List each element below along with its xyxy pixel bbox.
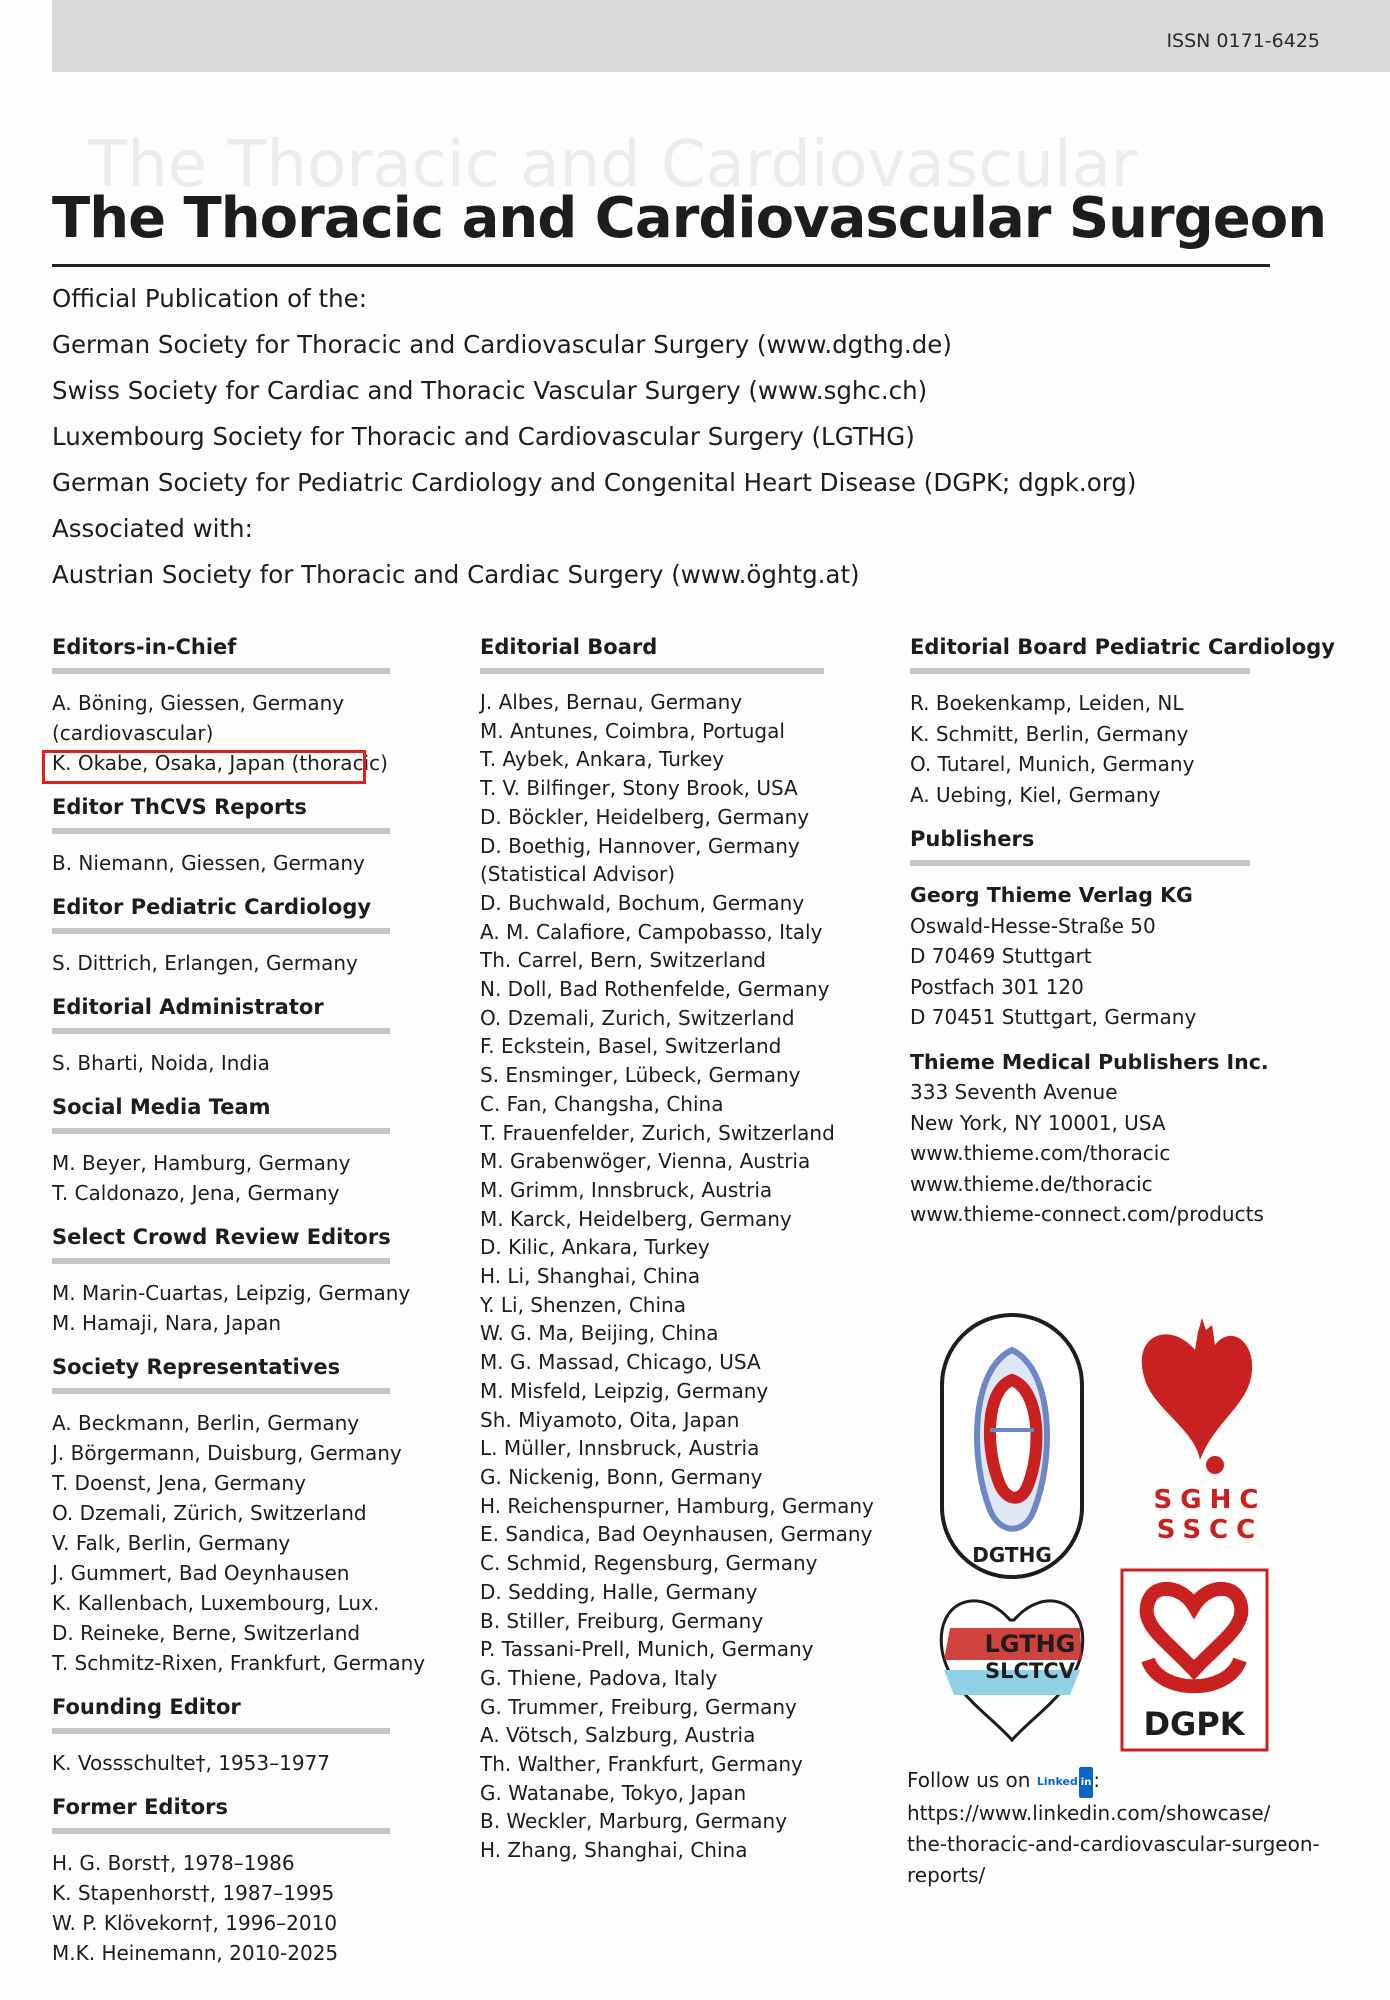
person-entry: B. Stiller, Freiburg, Germany xyxy=(480,1608,764,1633)
society-logos xyxy=(930,1310,1280,1760)
person-entry: M. Grabenwöger, Vienna, Austria xyxy=(480,1149,811,1174)
person-entry: B. Weckler, Marburg, Germany xyxy=(480,1809,788,1834)
affiliation-line: German Society for Pediatric Cardiology and Congenital Heart Disease (DGPK; dgpk.org) xyxy=(52,468,1137,497)
publisher-name: Georg Thieme Verlag KG xyxy=(910,883,1193,907)
section-rule xyxy=(52,1388,390,1394)
section-heading: Publishers xyxy=(910,827,1035,851)
person-entry: T. V. Bilfinger, Stony Brook, USA xyxy=(480,776,798,801)
slctcv-text: SLCTCV xyxy=(985,1659,1075,1683)
person-entry: S. Ensminger, Lübeck, Germany xyxy=(480,1063,801,1088)
section-rule xyxy=(52,1258,390,1264)
affiliation-line: Official Publication of the: xyxy=(52,284,367,313)
section-heading: Editor ThCVS Reports xyxy=(52,795,307,819)
person-entry: K. Okabe, Osaka, Japan (thoracic) xyxy=(52,751,388,775)
lgthg-logo xyxy=(941,1601,1082,1740)
person-entry: T. Frauenfelder, Zurich, Switzerland xyxy=(480,1120,835,1145)
person-entry: H. G. Borst†, 1978–1986 xyxy=(52,1851,295,1875)
issn: ISSN 0171-6425 xyxy=(1166,30,1320,52)
person-entry: (cardiovascular) xyxy=(52,721,214,745)
person-entry: N. Doll, Bad Rothenfelde, Germany xyxy=(480,977,830,1002)
board-member: K. Schmitt, Berlin, Germany xyxy=(910,721,1189,746)
person-entry: T. Schmitz-Rixen, Frankfurt, Germany xyxy=(52,1651,426,1675)
linkedin-url[interactable]: https://www.linkedin.com/showcase/ xyxy=(907,1800,1271,1825)
board-member: R. Boekenkamp, Leiden, NL xyxy=(910,691,1184,715)
section-heading: Society Representatives xyxy=(52,1355,341,1379)
person-entry: A. Böning, Giessen, Germany xyxy=(52,691,345,715)
ghost-title: The Thoracic and Cardiovascular xyxy=(88,128,1138,202)
linkedin-url[interactable]: reports/ xyxy=(907,1862,986,1887)
person-entry: D. Boethig, Hannover, Germany xyxy=(480,833,800,858)
person-entry: F. Eckstein, Basel, Switzerland xyxy=(480,1034,782,1059)
person-entry: K. Vossschulte†, 1953–1977 xyxy=(52,1751,331,1775)
person-entry: K. Stapenhorst†, 1987–1995 xyxy=(52,1881,335,1905)
person-entry: J. Albes, Bernau, Germany xyxy=(480,690,743,714)
sghc-text: SGHC xyxy=(1153,1485,1267,1515)
person-entry: S. Dittrich, Erlangen, Germany xyxy=(52,951,358,975)
person-entry: W. G. Ma, Beijing, China xyxy=(480,1321,719,1346)
follow-us xyxy=(907,1765,1327,1891)
affiliation-line: Swiss Society for Cardiac and Thoracic Vascular Surgery (www.sghc.ch) xyxy=(52,376,928,405)
highlight-box xyxy=(42,750,366,784)
section-rule xyxy=(52,928,390,934)
person-entry: L. Müller, Innsbruck, Austria xyxy=(480,1436,760,1461)
person-entry: M. Misfeld, Leipzig, Germany xyxy=(480,1378,769,1403)
person-entry: A. Beckmann, Berlin, Germany xyxy=(52,1411,360,1435)
person-entry: S. Bharti, Noida, India xyxy=(52,1051,270,1075)
person-entry: M. Marin-Cuartas, Leipzig, Germany xyxy=(52,1281,411,1305)
person-entry: T. Caldonazo, Jena, Germany xyxy=(52,1181,340,1205)
sghc-logo xyxy=(1142,1318,1267,1545)
board-member: A. Uebing, Kiel, Germany xyxy=(910,782,1161,807)
person-entry: Y. Li, Shenzen, China xyxy=(480,1292,686,1317)
journal-title: The Thoracic and Cardiovascular Surgeon xyxy=(52,186,1327,251)
section-rule xyxy=(910,860,1250,866)
board-member: O. Tutarel, Munich, Germany xyxy=(910,752,1195,776)
section-rule xyxy=(52,1128,390,1134)
affiliation-line: Luxembourg Society for Thoracic and Cardiovascular Surgery (LGTHG) xyxy=(52,422,915,451)
address-line: 333 Seventh Avenue xyxy=(910,1080,1118,1104)
publisher-name: Thieme Medical Publishers Inc. xyxy=(910,1049,1269,1074)
person-entry: T. Doenst, Jena, Germany xyxy=(52,1471,306,1495)
person-entry: C. Fan, Changsha, China xyxy=(480,1091,724,1116)
person-entry: B. Niemann, Giessen, Germany xyxy=(52,851,365,875)
person-entry: J. Gummert, Bad Oeynhausen xyxy=(52,1561,350,1585)
linkedin-url[interactable]: the-thoracic-and-cardiovascular-surgeon- xyxy=(907,1831,1320,1856)
sscc-text: SSCC xyxy=(1156,1515,1264,1545)
person-entry: A. M. Calafiore, Campobasso, Italy xyxy=(480,919,823,944)
person-entry: M.K. Heinemann, 2010-2025 xyxy=(52,1941,339,1965)
section-heading: Select Crowd Review Editors xyxy=(52,1225,391,1249)
column-publishers xyxy=(910,632,1335,1230)
dgthg-logo xyxy=(942,1315,1082,1577)
person-entry: G. Watanabe, Tokyo, Japan xyxy=(480,1780,747,1805)
dgthg-text: DGTHG xyxy=(972,1543,1052,1567)
person-entry: O. Dzemali, Zürich, Switzerland xyxy=(52,1501,367,1525)
section-rule xyxy=(480,668,824,674)
person-entry: G. Thiene, Padova, Italy xyxy=(480,1665,718,1690)
person-entry: Th. Walther, Frankfurt, Germany xyxy=(480,1752,803,1777)
section-rule xyxy=(52,1728,390,1734)
title-rule xyxy=(52,264,1270,267)
person-entry: C. Schmid, Regensburg, Germany xyxy=(480,1551,818,1576)
affiliation-line: Austrian Society for Thoracic and Cardiac Surgery (www.öghtg.at) xyxy=(52,560,860,589)
person-entry: H. Li, Shanghai, China xyxy=(480,1264,701,1289)
section-heading: Former Editors xyxy=(52,1795,228,1819)
section-rule xyxy=(910,668,1250,674)
person-entry: M. G. Massad, Chicago, USA xyxy=(480,1350,761,1375)
person-entry: T. Aybek, Ankara, Turkey xyxy=(480,747,725,772)
affiliations xyxy=(52,276,1312,598)
person-entry: D. Sedding, Halle, Germany xyxy=(480,1579,758,1604)
follow-label: Follow us on xyxy=(907,1768,1031,1792)
person-entry: G. Nickenig, Bonn, Germany xyxy=(480,1464,763,1489)
section-heading: Editor Pediatric Cardiology xyxy=(52,895,372,919)
address-line: Postfach 301 120 xyxy=(910,974,1084,999)
person-entry: Th. Carrel, Bern, Switzerland xyxy=(480,948,767,973)
affiliation-line: Associated with: xyxy=(52,514,253,543)
section-heading: Social Media Team xyxy=(52,1095,271,1119)
person-entry: D. Böckler, Heidelberg, Germany xyxy=(480,804,810,829)
lgthg-text: LGTHG xyxy=(984,1630,1076,1658)
person-entry: G. Trummer, Freiburg, Germany xyxy=(480,1694,797,1719)
section-rule xyxy=(52,1828,390,1834)
person-entry: W. P. Klövekorn†, 1996–2010 xyxy=(52,1911,338,1935)
address-line: Oswald-Hesse-Straße 50 xyxy=(910,913,1156,938)
person-entry: O. Dzemali, Zurich, Switzerland xyxy=(480,1005,795,1030)
website-link[interactable]: www.thieme.com/thoracic xyxy=(910,1141,1171,1165)
section-rule xyxy=(52,1028,390,1034)
person-entry: M. Karck, Heidelberg, Germany xyxy=(480,1206,792,1231)
person-entry: H. Zhang, Shanghai, China xyxy=(480,1838,748,1863)
column-editors xyxy=(52,632,426,1968)
website-link[interactable]: www.thieme.de/thoracic xyxy=(910,1171,1153,1196)
person-entry: K. Kallenbach, Luxembourg, Lux. xyxy=(52,1591,380,1615)
affiliation-line: German Society for Thoracic and Cardiovascular Surgery (www.dgthg.de) xyxy=(52,330,952,359)
address-line: D 70451 Stuttgart, Germany xyxy=(910,1005,1197,1029)
person-entry: D. Buchwald, Bochum, Germany xyxy=(480,890,805,915)
section-rule xyxy=(52,828,390,834)
section-heading: Editorial Administrator xyxy=(52,995,324,1019)
person-entry: E. Sandica, Bad Oeynhausen, Germany xyxy=(480,1522,873,1547)
person-entry: M. Beyer, Hamburg, Germany xyxy=(52,1151,351,1175)
section-heading: Founding Editor xyxy=(52,1695,241,1719)
person-entry: J. Börgermann, Duisburg, Germany xyxy=(52,1441,402,1465)
person-entry: D. Kilic, Ankara, Turkey xyxy=(480,1235,710,1260)
section-heading: Editorial Board xyxy=(480,635,658,659)
section-heading: Editors-in-Chief xyxy=(52,635,237,659)
person-entry: Sh. Miyamoto, Oita, Japan xyxy=(480,1407,740,1432)
section-rule xyxy=(52,668,390,674)
website-link[interactable]: www.thieme-connect.com/products xyxy=(910,1202,1264,1226)
person-entry: V. Falk, Berlin, Germany xyxy=(52,1531,291,1555)
person-entry: M. Hamaji, Nara, Japan xyxy=(52,1311,282,1335)
person-entry: P. Tassani-Prell, Munich, Germany xyxy=(480,1637,814,1662)
follow-colon: : xyxy=(1093,1768,1101,1792)
person-entry: (Statistical Advisor) xyxy=(480,862,676,887)
column-editorial-board xyxy=(480,632,880,1865)
dgpk-text: DGPK xyxy=(1143,1705,1245,1743)
linkedin-in: in xyxy=(1079,1767,1094,1798)
address-line: New York, NY 10001, USA xyxy=(910,1110,1166,1135)
person-entry: D. Reineke, Berne, Switzerland xyxy=(52,1621,361,1645)
address-line: D 70469 Stuttgart xyxy=(910,944,1092,968)
person-entry: H. Reichenspurner, Hamburg, Germany xyxy=(480,1493,874,1518)
person-entry: M. Antunes, Coimbra, Portugal xyxy=(480,718,785,743)
linkedin-icon[interactable] xyxy=(1037,1766,1094,1798)
person-entry: A. Vötsch, Salzburg, Austria xyxy=(480,1723,756,1748)
linkedin-word: Linked xyxy=(1036,1774,1078,1788)
dgpk-logo xyxy=(1122,1570,1267,1750)
person-entry: M. Grimm, Innsbruck, Austria xyxy=(480,1177,773,1202)
section-heading: Editorial Board Pediatric Cardiology xyxy=(910,635,1335,659)
